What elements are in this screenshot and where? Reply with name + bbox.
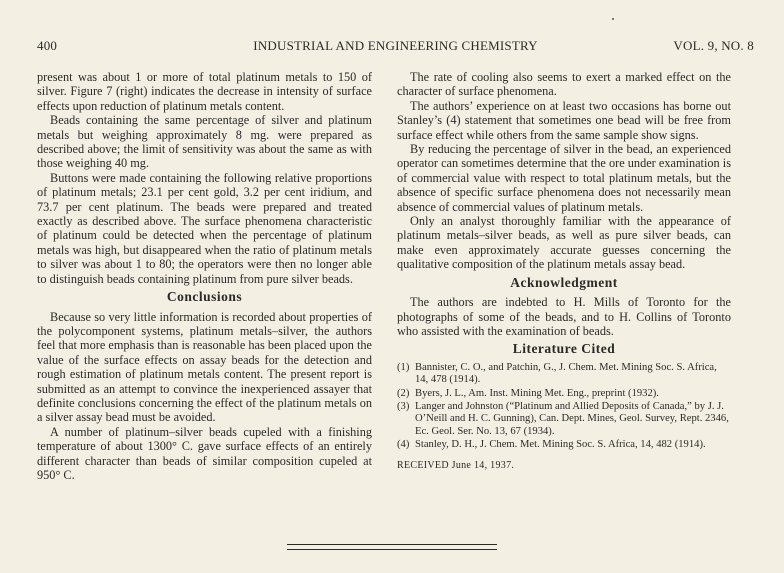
end-rule-top [287,544,497,545]
running-header [37,38,754,58]
reference-text: Stanley, D. H., J. Chem. Met. Mining Soc. S. Africa, 14, 482 (1914). [415,439,706,451]
literature-cited-heading: Literature Cited [512,341,616,357]
received-date: RECEIVED June 14, 1937. [397,459,515,471]
end-rule-bottom [287,549,497,550]
reference-item [397,439,731,451]
left-column [37,70,372,482]
acknowledgment-heading: Acknowledgment [510,274,618,290]
reference-item [397,401,731,438]
paragraph: The authors’ experience on at least two occasions has borne out Stanley’s (4) statement that sometimes one bead will be free from surface effect while others from the same sample show signs. [397,98,731,142]
volume-issue: VOL. 9, NO. 8 [673,38,754,53]
reference-item [397,362,731,387]
speck-mark [612,18,614,20]
paragraph: A number of platinum–silver beads cupeled with a finishing temperature of about 1300° C. gave surface effects of an entirely different character than beads of similar composition cupeled at 950° C. [37,424,372,482]
reference-item [397,388,731,400]
paragraph: present was about 1 or more of total platinum metals to 150 of silver. Figure 7 (right) indicates the decrease in intensity of surface effects upon reduction of platinum metals content. [37,70,372,113]
paragraph: Buttons were made containing the following relative proportions of platinum metals; 23.1 per cent gold, 3.2 per cent iridium, and 73.7 per cent platinum. The beads were prepared and treated exactly as described above. The surface phenomena characteristic of platinum could be detected when the percentage of platinum metals was high, but disappeared when the ratio of platinum metals to silver was about 1 to 80; the operators were then no longer able to distinguish beads containing platinum from pure silver beads. [37,170,372,286]
reference-text: Byers, J. L., Am. Inst. Mining Met. Eng., preprint (1932). [415,387,659,399]
reference-number: (4) [397,439,410,451]
paragraph: Only an analyst thoroughly familiar with the appearance of platinum metals–silver beads, as well as pure silver beads, can make even approximately accurate guesses concerning the qualitative composition of the platinum metals assay bead. [397,214,731,272]
right-column [397,70,731,473]
conclusions-heading: Conclusions [166,289,243,305]
reference-text: Langer and Johnston (“Platinum and Allied Deposits of Canada,” by J. J. O’Neill and H. C. Gunning), Can. Dept. Mines, Geol. Survey, Rept. 2346, Ec. Geol. Ser. No. 13, 67 (1934). [415,400,729,437]
paragraph: Because so very little information is recorded about properties of the polycomponent systems, platinum metals–silver, the authors feel that more emphasis than is reasonable has been placed upon the value of the surface effects on assay beads for the detection and rough estimation of platinum metals content. The present report is submitted as an attempt to convince the inexperienced assayer that definite conclusions concerning the effect of the platinum metals on a silver assay bead must be avoided. [37,309,372,425]
reference-list [397,362,731,452]
paragraph: The rate of cooling also seems to exert a marked effect on the character of surface phenomena. [397,70,731,99]
reference-number: (1) [397,361,410,373]
reference-text: Bannister, C. O., and Patchin, G., J. Chem. Met. Mining Soc. S. Africa, 14, 478 (1914). [415,361,717,386]
page-number: 400 [37,38,58,53]
reference-number: (3) [397,400,410,412]
journal-title: INDUSTRIAL AND ENGINEERING CHEMISTRY [253,38,538,53]
paragraph: Beads containing the same percentage of silver and platinum metals but weighing approximately 8 mg. were prepared as described above; the limit of sensitivity was about the same as with those weighing 40 mg. [37,113,372,171]
paragraph: By reducing the percentage of silver in the bead, an experienced operator can sometimes determine that the ore under examination is of commercial value with respect to total platinum metals, but the absence of specific surface phenomena does not necessarily mean absence of commercial values of platinum metals. [397,142,731,214]
reference-number: (2) [397,387,410,399]
paragraph: The authors are indebted to H. Mills of Toronto for the photographs of some of the beads, and to H. Collins of Toronto who assisted with the examination of beads. [397,295,731,338]
